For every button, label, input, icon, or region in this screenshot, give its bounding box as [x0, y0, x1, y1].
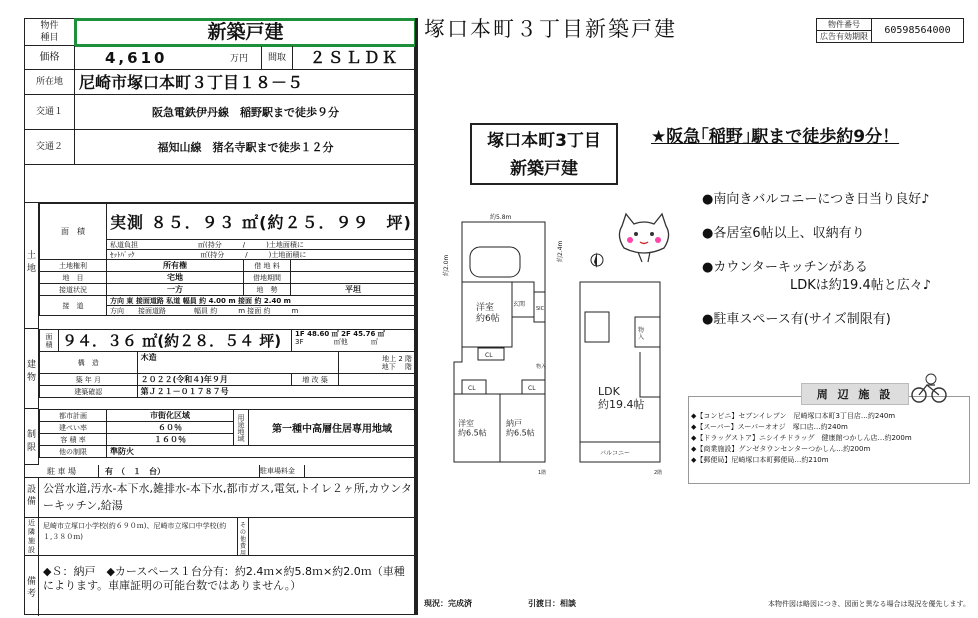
parking-value: 有 （ １ 台） [105, 467, 165, 476]
confirm-value: 第Ｊ２１－０１７８７号 [137, 386, 415, 398]
ad-valid-label: 広告有効期限 [817, 31, 872, 43]
remarks-value: ◆Ｓ：納戸 ◆カースペース１台分有：約2.4ｍ×約5.8ｍ×約2.0ｍ（車種によります。車庫証明の可能台数ではありません。） [43, 565, 405, 592]
type-label: 物件 種目 [25, 19, 75, 46]
footer-handover: 引渡日：相談 [528, 599, 576, 608]
ad-headline: ★阪急｢稲野｣駅まで徒歩約9分！ [651, 127, 900, 147]
other-limit-label: 他の制限 [40, 446, 107, 458]
price-label: 価格 [25, 46, 75, 70]
room-sic-text: SIC [536, 306, 545, 312]
road-1: 方向 東 接面道路 私道 幅員 約 4.00 m 接面 約 2.40 m [107, 296, 416, 306]
ad-point-2: ●各居室6帖以上、収納有り [702, 226, 865, 241]
far-value: １６０％ [107, 434, 234, 446]
room-cl-1-text: CL [485, 352, 493, 359]
building-area-main: ９４．３６ ㎡(約２８．５４ 坪) [59, 330, 292, 352]
land-right-label: 土地権利 [40, 260, 107, 272]
coverage-label: 建ぺい率 [40, 422, 107, 434]
ad-point-5: ●駐車スペース有(サイズ制限有) [702, 312, 891, 327]
stairs [640, 352, 660, 397]
land-category-label: 地 目 [40, 272, 107, 284]
traffic1-label: 交通１ [25, 95, 75, 130]
room-genkan-text: 玄関 [513, 301, 526, 308]
room-western2-text: 洋室約6.5帖 [458, 419, 487, 438]
traffic1-value: 阪急電鉄伊丹線 稲野駅まで徒歩９分 [152, 106, 339, 119]
extension-label: 増 改 築 [292, 374, 339, 386]
address-value: 尼崎市塚口本町３丁目１８－５ [79, 73, 304, 92]
page-title: 塚口本町３丁目新築戸建 [424, 17, 677, 41]
bicycle-icon [909, 373, 949, 403]
dim-58-text: 約5.8m [490, 214, 512, 221]
city-plan-label: 都市計画 [40, 410, 107, 422]
traffic2-row [25, 130, 416, 165]
nearby-item: ◆【郵便局】尼崎塚口本町郵便局…約210m [691, 456, 829, 464]
footer-status: 現況：完成済 [424, 599, 472, 608]
room-closet-text: 物入 [638, 327, 645, 342]
footer-note: 本物件図は略図につき、図面と異なる場合は現況を優先します。 [767, 600, 970, 608]
layout-label: 間取 [261, 46, 293, 70]
room-western1-text: 洋室約6帖 [476, 303, 500, 324]
dim-24-text: 約2.4m [557, 240, 564, 262]
dim-20-text: 約2.0m [443, 254, 450, 276]
land-section-label: 土地 [25, 203, 39, 329]
property-no-value: 60598564000 [872, 19, 964, 43]
price-unit: 万円 [230, 54, 249, 64]
terrain-label: 地 勢 [244, 284, 291, 296]
nearby-list [691, 411, 969, 466]
road-condition-label: 接道状況 [40, 284, 107, 296]
ad-point-3: ●カウンターキッチンがある [702, 260, 868, 275]
nearby-item: ◆【ドラッグストア】ニシイチドラッグ 健康館つかしん店…約200m [691, 434, 912, 442]
structure-value: 木造 [137, 352, 338, 374]
road-condition-value: 一方 [107, 284, 244, 296]
floor2-outline [580, 282, 660, 462]
room-ldk-text: LDK 約19.4帖 [598, 385, 645, 412]
building-area-label: 面 積 [40, 330, 59, 352]
facilities-value: 公営水道,汚水-本下水,雑排水-本下水,都市ガス,電気,トイレ２ヶ所,カウンターキッチン,給湯 [43, 482, 412, 512]
spec-sheet [24, 18, 415, 615]
room-cl-2-text: CL [468, 385, 476, 392]
road-2: 方向 接面道路 幅員 約 m 接面 約 m [107, 306, 416, 316]
nearby-label: 近隣施設 [25, 518, 39, 556]
room-balcony-text: バルコニー [600, 450, 631, 457]
address-row [25, 70, 416, 95]
room-nando-text: 納戸約6.5帖 [506, 419, 535, 438]
land-table [39, 203, 416, 316]
terrain-value: 平坦 [291, 284, 416, 296]
floor2-label: 2階 [654, 470, 663, 476]
price-row [25, 46, 416, 70]
floor-plan [440, 212, 690, 480]
zone-label: 用途地域 [234, 410, 249, 446]
city-plan-value: 市街化区域 [107, 410, 234, 422]
floors-value: 地上 2 階 地下 階 [339, 352, 416, 374]
parking-fee-label: 駐車場料金 [259, 465, 305, 478]
built-label: 築 年 月 [40, 374, 138, 386]
nearby-title: 周 辺 施 設 [801, 383, 909, 405]
land-right-value: 所有権 [107, 260, 244, 272]
room-kitchen [585, 312, 609, 342]
ad-name-box: 塚口本町3丁目 新築戸建 [470, 123, 618, 185]
setback-share: ㎡(持分 / )土地面積に [200, 250, 307, 259]
nearby-box [688, 388, 970, 484]
ad-point-4: LDKは約19.4帖と広々♪ [790, 278, 932, 293]
lease-period-label: 借地期間 [244, 272, 291, 284]
road-label: 接 道 [40, 296, 107, 316]
layout-value: ２ＳＬＤＫ [309, 48, 400, 67]
land-category-value: 宅地 [107, 272, 244, 284]
nearby-row [25, 518, 416, 556]
facilities-row [25, 478, 416, 518]
coverage-value: ６０％ [107, 422, 234, 434]
zone-value: 第一種中高層住居専用地域 [249, 410, 416, 446]
private-road-share: ㎡(持分 / )土地面積に [198, 240, 304, 249]
lease-fee-label: 借 地 料 [244, 260, 291, 272]
traffic1-row [25, 95, 416, 130]
structure-label: 構 造 [40, 352, 138, 374]
setback-label: ｾｯﾄﾊﾞｯｸ [110, 250, 135, 259]
confirm-label: 建築確認 [40, 386, 138, 398]
property-number-box [816, 18, 964, 43]
room-cl-3-text: CL [528, 385, 536, 392]
traffic2-label: 交通２ [25, 130, 75, 165]
far-label: 容 積 率 [40, 434, 107, 446]
divider [415, 18, 418, 615]
remarks-label: 備考 [25, 556, 39, 616]
private-road-label: 私道負担 [110, 240, 138, 249]
room-genkan [512, 282, 534, 317]
price-value: 4,610 [105, 49, 168, 67]
regulation-table [39, 409, 416, 458]
spacer [25, 165, 416, 203]
remarks-row [25, 556, 416, 616]
floor-area-1: 1F 48.60 ㎡ 2F 45.76 ㎡ [295, 330, 385, 338]
regulation-section-label: 制限 [25, 409, 39, 465]
nearby-item: ◆【コンビニ】セブンイレブン 尼崎塚口本町3丁目店…約240m [691, 412, 896, 420]
other-limit-value: 準防火 [107, 446, 416, 458]
building-section-label: 建物 [25, 329, 39, 409]
nearby-item: ◆【スーパー】スーパーオオジ 塚口店…約240m [691, 423, 848, 431]
floor1-label: 1階 [538, 470, 547, 476]
room-storage-text: 物入 [536, 364, 547, 370]
ad-point-1: ●南向きバルコニーにつき日当り良好♪ [702, 192, 930, 207]
facilities-label: 設備 [25, 478, 39, 518]
ad-points [702, 188, 972, 342]
parking-row [25, 465, 416, 478]
other-cost-label: その他費用 [237, 518, 249, 556]
address-label: 所在地 [25, 70, 75, 95]
car-icon [470, 247, 520, 277]
type-value: 新築戸建 [75, 19, 416, 46]
nearby-item: ◆【商業施設】グンゼタウンセンターつかしん…約200m [691, 445, 871, 453]
property-no-label: 物件番号 [817, 19, 872, 31]
traffic2-value: 福知山線 猪名寺駅まで徒歩１２分 [157, 141, 334, 154]
nearby-value: 尼崎市立塚口小学校(約６９０ｍ)、尼崎市立塚口中学校(約１,３８０ｍ) [43, 522, 227, 541]
built-value: ２０２２(令和４)年９月 [137, 374, 291, 386]
land-area-label: 面 積 [40, 204, 107, 260]
floor-area-3: 3F ㎡他 ㎡ [295, 338, 378, 346]
land-area-main: 実測 ８５．９３ ㎡(約２５．９９ 坪) [107, 204, 416, 240]
building-table [39, 329, 416, 398]
parking-label: 駐 車 場 [25, 465, 99, 478]
